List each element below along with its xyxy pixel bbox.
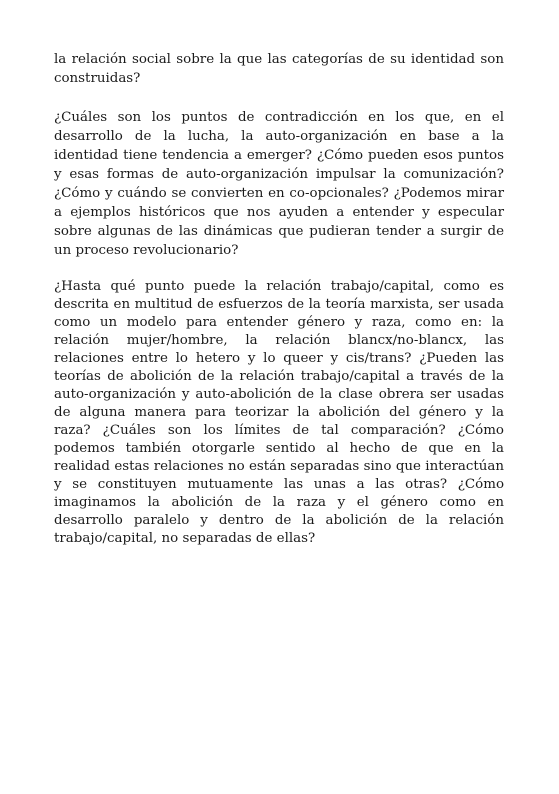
text-line: desarrollo de la lucha, la auto-organización en base a la bbox=[54, 129, 504, 144]
paragraph-2 bbox=[54, 108, 504, 260]
text-line: ¿Cuáles son los puntos de contradicción en los que, en el bbox=[54, 110, 504, 125]
text-line: ¿Cómo y cuándo se convierten en co-opcionales? ¿Podemos mirar bbox=[54, 186, 504, 201]
text-line: raza? ¿Cuáles son los límites de tal comparación? ¿Cómo bbox=[54, 423, 504, 438]
paragraph-spacer bbox=[54, 260, 504, 278]
text-line: y se constituyen mutuamente las unas a las otras? ¿Cómo bbox=[54, 477, 504, 492]
text-line: teorías de abolición de la relación trabajo/capital a través de la bbox=[54, 369, 504, 384]
text-line: ¿Hasta qué punto puede la relación trabajo/capital, como es bbox=[54, 279, 504, 294]
text-line: descrita en multitud de esfuerzos de la teoría marxista, ser usada bbox=[54, 297, 504, 312]
text-line: a ejemplos históricos que nos ayuden a entender y especular bbox=[54, 205, 504, 220]
paragraph-3 bbox=[54, 278, 504, 548]
text-line: sobre algunas de las dinámicas que pudieran tender a surgir de bbox=[54, 224, 504, 239]
text-line: imaginamos la abolición de la raza y el género como en bbox=[54, 495, 504, 510]
text-line: auto-organización y auto-abolición de la clase obrera ser usadas bbox=[54, 387, 504, 402]
text-line: la relación social sobre la que las categorías de su identidad son bbox=[54, 52, 504, 67]
text-line: de alguna manera para teorizar la abolición del género y la bbox=[54, 405, 504, 420]
text-line: identidad tiene tendencia a emerger? ¿Cómo pueden esos puntos bbox=[54, 148, 504, 163]
text-line: realidad estas relaciones no están separadas sino que interactúan bbox=[54, 459, 504, 474]
text-line: un proceso revolucionario? bbox=[54, 243, 239, 258]
text-line: y esas formas de auto-organización impulsar la comunización? bbox=[54, 167, 504, 182]
text-line: construidas? bbox=[54, 71, 141, 86]
paragraph-spacer bbox=[54, 88, 504, 108]
text-line: desarrollo paralelo y dentro de la abolición de la relación bbox=[54, 513, 504, 528]
text-line: relación mujer/hombre, la relación blancx/no-blancx, las bbox=[54, 333, 504, 348]
text-line: trabajo/capital, no separadas de ellas? bbox=[54, 531, 316, 546]
text-line: como un modelo para entender género y raza, como en: la bbox=[54, 315, 504, 330]
paragraph-1 bbox=[54, 50, 504, 88]
text-line: podemos también otorgarle sentido al hecho de que en la bbox=[54, 441, 504, 456]
document-page bbox=[54, 50, 504, 548]
text-line: relaciones entre lo hetero y lo queer y cis/trans? ¿Pueden las bbox=[54, 351, 504, 366]
